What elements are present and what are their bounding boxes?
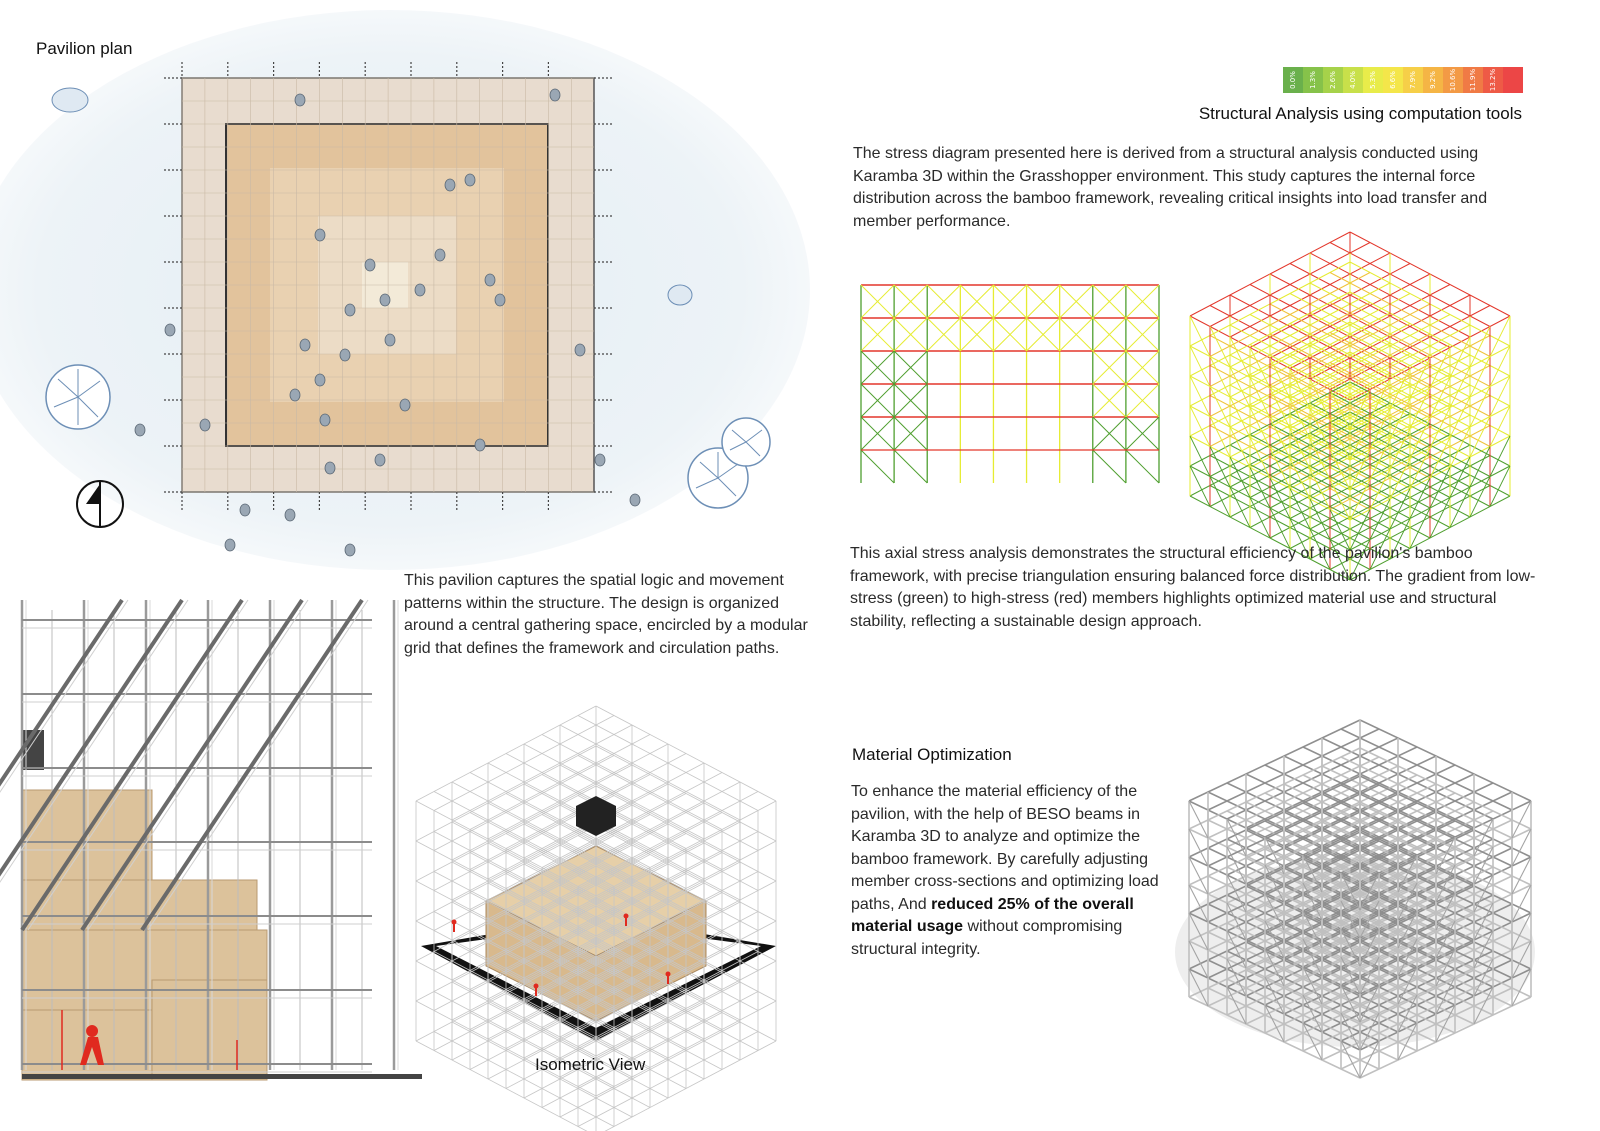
structure-member-line — [1230, 457, 1250, 498]
legend-tick-label: 4.0% — [1349, 71, 1357, 89]
drawing-figure-mark — [415, 284, 425, 296]
drawing-figure-mark — [380, 294, 390, 306]
structure-member-line — [1190, 466, 1210, 507]
legend-swatch — [1303, 67, 1323, 93]
legend-swatch — [1463, 67, 1483, 93]
structure-member-line — [1190, 406, 1210, 447]
structure-member-line — [1490, 436, 1510, 477]
structure-member-line — [1450, 427, 1470, 468]
drawing-figure-mark — [200, 419, 210, 431]
structure-member-line — [1470, 387, 1490, 428]
structure-member-line — [1512, 801, 1531, 838]
drawing-figure-mark — [325, 462, 335, 474]
drawing-figure-mark — [320, 414, 330, 426]
drawing-figure-mark — [165, 324, 175, 336]
drawing-figure-mark — [290, 389, 300, 401]
drawing-figure-mark — [345, 304, 355, 316]
material-title: Material Optimization — [852, 745, 1012, 764]
structure-member-line — [1210, 417, 1230, 458]
structure-member-line — [148, 600, 368, 930]
drawing-figure-mark — [435, 249, 445, 261]
analysis-paragraph-2: This axial stress analysis demonstrates the structural efficiency of the pavilion's bamboo framework, with precise triangulation ensuring balanced force distribution. The gradient from low-stress (green) to high-stress (red) members highlights optimized material use and structural stability, reflecting a sustainable design approach. — [850, 545, 1536, 630]
drawing-figure-mark — [595, 454, 605, 466]
structure-member-line — [1430, 498, 1450, 539]
drawing-figure-mark — [345, 544, 355, 556]
material-text-bold: reduced 25% of the overall material usage — [851, 895, 1134, 935]
drawing-figure-mark — [550, 89, 560, 101]
structure-member-line — [1470, 327, 1490, 368]
drawing-figure-mark — [495, 294, 505, 306]
analysis-paragraph-1: The stress diagram presented here is derived from a structural analysis conducted using Karamba 3D within the Grasshopper environment. This study captures the internal force distribution across the bamboo framework, revealing critical insights into load transfer and member performance. — [853, 145, 1488, 230]
structure-member-line — [1470, 417, 1490, 458]
pavilion-plan-drawing — [0, 0, 800, 560]
analysis-title: Structural Analysis using computation tools — [1198, 104, 1522, 123]
structure-member-line — [1512, 857, 1531, 894]
legend-tick-label: 9.2% — [1429, 71, 1437, 89]
structure-member-line — [1190, 376, 1210, 417]
drawing-figure-mark — [300, 339, 310, 351]
legend-tick-label: 6.6% — [1389, 71, 1397, 89]
optimized-structure-render — [1180, 712, 1540, 1052]
drawing-figure-mark — [285, 509, 295, 521]
drawing-figure-mark — [340, 349, 350, 361]
structure-member-line — [1230, 427, 1250, 468]
legend-tick-label: 0.0% — [1289, 71, 1297, 89]
legend-swatch — [1323, 67, 1343, 93]
legend-swatch — [1343, 67, 1363, 93]
drawing-figure-mark — [575, 344, 585, 356]
material-text-after: without compromising structural integrity. — [851, 918, 1123, 958]
drawing-figure-mark — [52, 88, 88, 112]
structure-member-line — [1250, 498, 1270, 539]
drawing-figure-mark — [445, 179, 455, 191]
drawing-figure-mark — [385, 334, 395, 346]
structure-member-line — [1512, 829, 1531, 866]
drawing-figure-mark — [135, 424, 145, 436]
drawing-shape — [22, 880, 257, 930]
drawing-figure-mark — [400, 399, 410, 411]
legend-swatch — [1403, 67, 1423, 93]
drawing-shape — [22, 1074, 422, 1079]
legend-swatch — [1503, 67, 1523, 93]
legend-swatch — [1283, 67, 1303, 93]
drawing-shape — [576, 796, 616, 836]
drawing-figure-mark — [452, 920, 457, 925]
structure-member-line — [1210, 477, 1230, 518]
structure-member-line — [1450, 397, 1470, 438]
drawing-figure-mark — [365, 259, 375, 271]
legend-swatch — [1443, 67, 1463, 93]
stress-elevation-diagram — [861, 285, 1161, 485]
structure-member-line — [861, 450, 894, 483]
structure-member-line — [1230, 337, 1250, 378]
structure-member-line — [894, 450, 927, 483]
section-perspective-drawing — [22, 600, 422, 1080]
plan-title: Pavilion plan — [36, 39, 133, 58]
drawing-figure-mark — [624, 914, 629, 919]
legend-swatch — [1483, 67, 1503, 93]
legend-tick-label: 5.3% — [1369, 71, 1377, 89]
drawing-figure-mark — [668, 285, 692, 305]
drawing-figure-mark — [534, 984, 539, 989]
drawing-figure-mark — [375, 454, 385, 466]
structure-member-line — [1230, 397, 1250, 438]
legend-tick-label: 2.6% — [1329, 71, 1337, 89]
structure-member-line — [1189, 857, 1208, 894]
legend-tick-label: 1.3% — [1309, 71, 1317, 89]
structure-member-line — [1490, 316, 1510, 357]
structure-member-line — [1490, 466, 1510, 507]
drawing-figure-mark — [465, 174, 475, 186]
drawing-figure-mark — [225, 539, 235, 551]
isometric-view-drawing — [416, 696, 796, 1046]
legend-tick-label: 7.9% — [1409, 71, 1417, 89]
structure-member-line — [1450, 337, 1470, 378]
structure-member-line — [1126, 450, 1159, 483]
structure-member-line — [1230, 487, 1250, 528]
legend-swatch — [1363, 67, 1383, 93]
structure-member-line — [1190, 436, 1210, 477]
structure-member-line — [1450, 367, 1470, 408]
drawing-figure-mark — [485, 274, 495, 286]
drawing-figure-mark — [240, 504, 250, 516]
stress-legend — [1283, 67, 1523, 93]
legend-swatch — [1383, 67, 1403, 93]
stress-isometric-diagram — [1190, 222, 1530, 542]
structure-member-line — [1470, 357, 1490, 398]
pavilion-description: This pavilion captures the spatial logic and movement patterns within the structure. The design is organized around a central gathering space, encircled by a modular grid that defines the framework and circulation paths. — [404, 572, 808, 657]
structure-member-line — [1470, 477, 1490, 518]
structure-member-line — [1230, 367, 1250, 408]
legend-swatch — [1423, 67, 1443, 93]
legend-tick-label: 10.6% — [1449, 68, 1457, 92]
structure-member-line — [1190, 346, 1210, 387]
structure-member-line — [1450, 487, 1470, 528]
legend-tick-label: 11.9% — [1469, 68, 1477, 92]
drawing-figure-mark — [666, 972, 671, 977]
structure-member-line — [1210, 447, 1230, 488]
isometric-caption: Isometric View — [535, 1055, 646, 1074]
structure-member-line — [1093, 450, 1126, 483]
structure-member-line — [1490, 346, 1510, 387]
structure-member-line — [1490, 376, 1510, 417]
drawing-figure-mark — [475, 439, 485, 451]
structure-member-line — [1450, 457, 1470, 498]
structure-member-line — [1190, 316, 1210, 357]
structure-member-line — [1189, 801, 1208, 838]
structure-member-line — [1470, 447, 1490, 488]
drawing-figure-mark — [315, 229, 325, 241]
structure-member-line — [1490, 406, 1510, 447]
material-paragraph — [851, 781, 1171, 961]
drawing-figure-mark — [295, 94, 305, 106]
structure-member-line — [1210, 387, 1230, 428]
drawing-figure-mark — [315, 374, 325, 386]
drawing-figure-mark — [630, 494, 640, 506]
legend-tick-label: 13.2% — [1489, 68, 1497, 92]
structure-member-line — [1189, 829, 1208, 866]
material-text-before: To enhance the material efficiency of the pavilion, with the help of BESO beams in Karamba 3D to analyze and optimize the bamboo framework. By carefully adjusting member cross-sections and optimizing load paths, And — [851, 783, 1159, 913]
structure-member-line — [1210, 357, 1230, 398]
structure-member-line — [1210, 327, 1230, 368]
